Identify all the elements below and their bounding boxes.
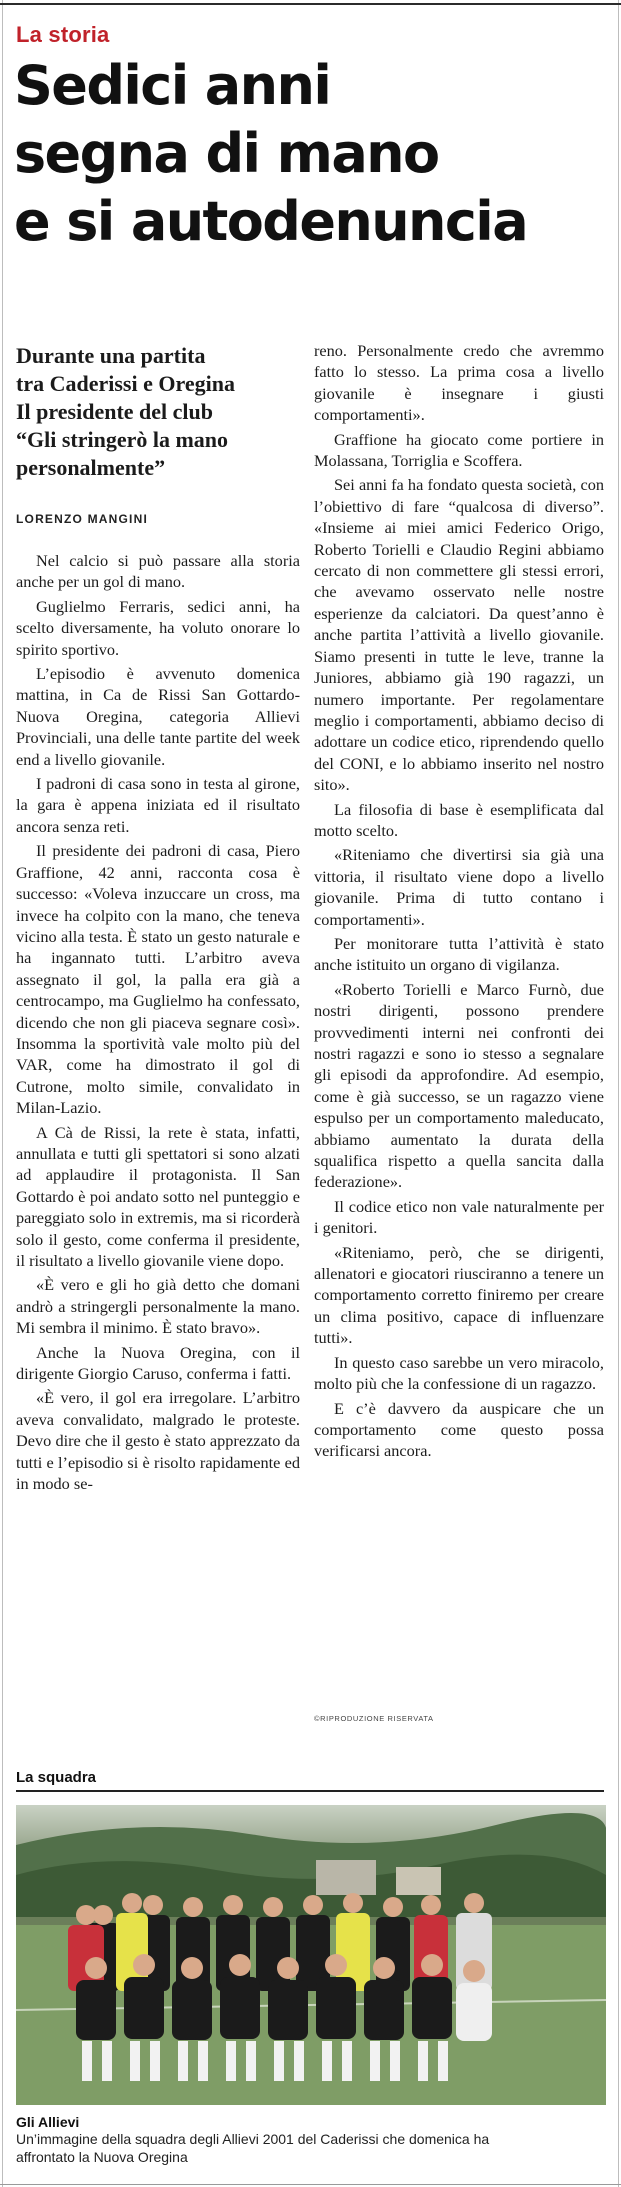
photo-section-rule [16,1790,604,1792]
bottom-rule [0,2184,621,2185]
deck-line: Durante una partita [16,343,206,368]
paragraph: «È vero e gli ho già detto che domani andrò a stringergli personalmente la mano. Mi sembra il minimo. È stato bravo». [16,1275,300,1338]
photo-caption: Un’immagine della squadra degli Allievi 2001 del Caderissi che domenica ha affrontato la Nuova Oregina [16,2131,490,2165]
deck-line: Il presidente del club [16,399,214,424]
paragraph: Guglielmo Ferraris, sedici anni, ha scelto diversamente, ha voluto onorare lo spirito sportivo. [16,596,300,659]
paragraph: In questo caso sarebbe un vero miracolo, molto più che la confessione di un ragazzo. [314,1352,604,1394]
headline-line: e si autodenuncia [14,190,528,253]
article-column-right [314,340,604,1465]
paragraph: Anche la Nuova Oregina, con il dirigente Giorgio Caruso, conferma i fatti. [16,1342,300,1384]
article-column-left [16,550,300,1497]
headline-line: segna di mano [14,122,439,185]
photo-section-label: La squadra [16,1769,97,1786]
deck-line: tra Caderissi e Oregina [16,371,235,396]
paragraph: Per monitorare tutta l’attività è stato anche istituito un organo di vigilanza. [314,933,604,975]
paragraph: Sei anni fa ha fondato questa società, con l’obiettivo di fare “qualcosa di diverso”. «Insieme ai miei amici Federico Origo, Roberto Torielli e Claudio Regini abbiamo cercato di non commettere gli stessi errori, che avevamo osservato nelle nostre esperienze da calciatori. Da quest’anno è anche partita l’attività a livello giovanile. Siamo presenti in tutte le leve, tranne la Juniores, abbiamo già 190 ragazzi, un numero importante. Per regolamentare meglio i comportamenti, abbiamo deciso di adottare un codice etico, riprendendo quello del CONI, e lo abbiamo inserito nel nostro sito». [314,475,604,795]
headline [14,52,609,256]
paragraph: Il presidente dei padroni di casa, Piero Graffione, 42 anni, racconta cosa è successo: «Voleva inzuccare un cross, ma invece ha colpito con la mano, che teneva vicino alla testa. È stato un gesto naturale e ha ingannato tutti. L’arbitro aveva assegnato il gol, la palla era già a centrocampo, ma Guglielmo ha confessato, dicendo che non gli piaceva segnare così». Insomma la sportività vale molto più del VAR, come ha dimostrato il gol di Cutrone, molto simile, convalidato in Milan-Lazio. [16,841,300,1118]
page-border-left [2,0,3,2187]
photo-caption-title: Gli Allievi [16,2114,80,2130]
paragraph: Nel calcio si può passare alla storia anche per un gol di mano. [16,551,300,592]
paragraph: E c’è davvero da auspicare che un comportamento come questo possa verificarsi ancora. [314,1398,604,1461]
team-photo [16,1805,606,2105]
top-rule [0,3,621,5]
paragraph: A Cà de Rissi, la rete è stata, infatti, annullata e tutti gli spettatori si sono alzati ad applaudire il protagonista. Il San Gottardo è poi andato sotto nel punteggio e pareggiato solo in extremis, ma si ricorderà solo il gesto, come conferma il presidente, il risultato a livello giovanile viene dopo. [16,1122,300,1270]
paragraph: «Riteniamo, però, che se dirigenti, allenatori e giocatori riusciranno a tenere un comportamento corretto finiremo per creare un clima positivo, capace di influenzare tutti». [314,1242,604,1348]
section-label: La storia [16,22,110,47]
copyright-notice: ©RIPRODUZIONE RISERVATA [314,1714,434,1723]
paragraph: «Riteniamo che divertirsi sia già una vittoria, il risultato viene dopo a livello giovanile. Prima di tutto contano i comportamenti». [314,845,604,929]
paragraph: L’episodio è avvenuto domenica mattina, in Ca de Rissi San Gottardo-Nuova Oregina, categoria Allievi Provinciali, una delle tante partite del week end a livello giovanile. [16,664,300,769]
paragraph: «È vero, il gol era irregolare. L’arbitro aveva convalidato, malgrado le proteste. Devo dire che il gesto è stato apprezzato da tutti e l’episodio si è risolto rapidamente ed in modo se- [16,1388,300,1494]
paragraph: I padroni di casa sono in testa al girone, la gara è appena iniziata ed il risultato ancora senza reti. [16,774,300,836]
deck [16,342,306,482]
byline: LORENZO MANGINI [16,512,148,526]
paragraph: Il codice etico non vale naturalmente per i genitori. [314,1196,604,1238]
team-photo-illustration [16,1805,606,2105]
deck-line: “Gli stringerò la mano [16,427,229,452]
paragraph: La filosofia di base è esemplificata dal motto scelto. [314,799,604,840]
paragraph: Graffione ha giocato come portiere in Molassana, Torriglia e Scoffera. [314,429,604,471]
deck-line: personalmente” [16,455,166,480]
page-border-right [618,0,619,2187]
paragraph-continuation: reno. Personalmente credo che avremmo fatto lo stesso. La prima cosa a livello giovanile è insegnare i giusti comportamenti». [314,341,604,425]
headline-line: Sedici anni [14,54,331,117]
paragraph: «Roberto Torielli e Marco Furnò, due nostri dirigenti, possono prendere provvedimenti interni nei confronti dei nostri ragazzi e sono io stesso a segnalare gli episodi da approfondire. Ad esempio, come è già successo, se un ragazzo viene espulso per un comportamento maleducato, abbiamo aumentato la durata della squalifica rispetto a quella sancita dalla federazione». [314,979,604,1192]
